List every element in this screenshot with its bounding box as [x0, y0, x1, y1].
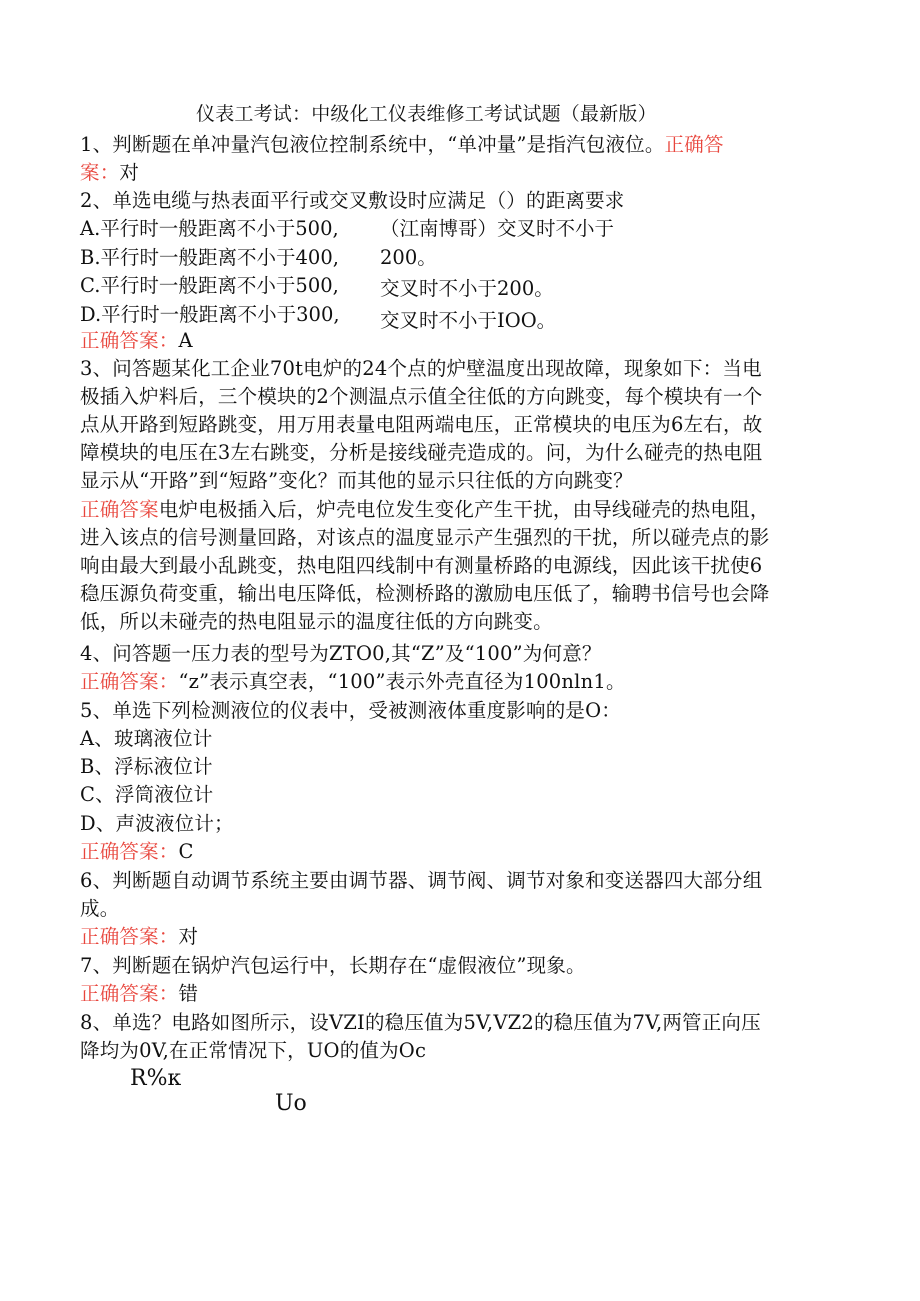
- q2-option-a-cont: （江南博哥）交叉时不小于: [380, 217, 615, 240]
- q5-option-d: D、声波液位计；: [80, 812, 234, 835]
- q3-answer-label: 正确答案: [80, 498, 159, 521]
- q6-line-2: 成。: [80, 897, 120, 920]
- q2-answer-line: [80, 327, 193, 355]
- q1-answer-label-part1: 正确答: [664, 133, 724, 156]
- q8-line-2: 降均为0V,在正常情况下，UO的值为Oc: [80, 1039, 427, 1062]
- q4-answer-line: [80, 668, 626, 696]
- q6-line-1: 6、判断题自动调节系统主要由调节器、调节阀、调节对象和变送器四大部分组: [80, 869, 763, 892]
- page-title: 仪表工考试：中级化工仪表维修工考试试题（最新版）: [196, 103, 657, 125]
- q7-text: 7、判断题在锅炉汽包运行中，长期存在“虚假液位”现象。: [80, 954, 586, 977]
- q5-answer-line: [80, 838, 194, 866]
- q5-answer-label: 正确答案：: [80, 840, 179, 863]
- q3-answer-line-3: 响由最大到最小乱跳变，热电阻四线制中有测量桥路的电源线，因此该干扰使6: [80, 554, 763, 577]
- q2-answer-label: 正确答案：: [80, 329, 179, 352]
- q1-answer-label-part2: 案：: [80, 161, 120, 184]
- q3-answer-line-5: 低，所以未碰壳的热电阻显示的温度往低的方向跳变。: [80, 610, 553, 633]
- q1-text: 1、判断题在单冲量汽包液位控制系统中，“单冲量”是指汽包液位。: [80, 133, 665, 156]
- q3-line-3: 点从开路到短路跳变，用万用表量电阻两端电压，正常模块的电压为6左右，故: [80, 413, 763, 436]
- q5-answer: C: [178, 840, 194, 863]
- q2-option-c: C.平行时一般距离不小于500,: [80, 274, 339, 297]
- q3-answer-text-1: 电炉电极插入后，炉壳电位发生变化产生干扰，由导线碰壳的热电阻，: [158, 498, 770, 521]
- q2-option-d: D.平行时一般距离不小于300,: [80, 303, 340, 326]
- q2-text: 2、单选电缆与热表面平行或交叉敷设时应满足（）的距离要求: [80, 189, 625, 212]
- q4-answer: “z”表示真空表，“100”表示外壳直径为100nln1。: [178, 670, 626, 693]
- q6-answer-line: [80, 923, 198, 951]
- q3-line-2: 极插入炉料后，三个模块的2个测温点示值全往低的方向跳变，每个模块有一个: [80, 385, 763, 408]
- q3-line-1: 3、问答题某化工企业70t电炉的24个点的炉壁温度出现故障，现象如下：当电: [80, 357, 762, 380]
- q1-answer: 对: [119, 161, 140, 184]
- q1-line: [80, 131, 724, 159]
- q5-option-c: C、浮筒液位计: [80, 783, 214, 806]
- q5-text: 5、单选下列检测液位的仪表中，受被测液体重度影响的是O：: [80, 699, 621, 722]
- q3-answer-line-1: [80, 496, 770, 524]
- q8-line-1: 8、单选？电路如图所示，设VZI的稳压值为5V,VZ2的稳压值为7V,两管正向压: [80, 1011, 761, 1034]
- q2-option-b: B.平行时一般距离不小于400,: [80, 246, 339, 269]
- q2-option-a: A.平行时一般距离不小于500,: [80, 217, 339, 240]
- q3-line-5: 显示从“开路”到“短路”变化？而其他的显示只往低的方向跳变？: [80, 469, 633, 492]
- q1-answer-line: [80, 159, 139, 187]
- q2-option-b-cont: 200。: [380, 246, 437, 269]
- circuit-label-uo: Uo: [275, 1091, 307, 1116]
- q7-answer: 错: [178, 982, 199, 1005]
- q6-answer: 对: [178, 925, 199, 948]
- q7-answer-line: [80, 980, 198, 1008]
- q2-option-d-cont: 交叉时不小于IOO。: [380, 309, 557, 332]
- q5-option-b: B、浮标液位计: [80, 755, 213, 778]
- q6-answer-label: 正确答案：: [80, 925, 179, 948]
- q5-option-a: A、玻璃液位计: [80, 727, 213, 750]
- q4-text: 4、问答题一压力表的型号为ZTO0,其“Z”及“100”为何意？: [80, 642, 602, 665]
- q3-line-4: 障模块的电压在3左右跳变，分析是接线碰壳造成的。问，为什么碰壳的热电阻: [80, 441, 763, 464]
- q3-answer-line-4: 稳压源负荷变重，输出电压降低，检测桥路的激励电压低了，输聘书信号也会降: [80, 582, 770, 605]
- q2-answer: A: [178, 329, 193, 352]
- q3-answer-line-2: 进入该点的信号测量回路，对该点的温度显示产生强烈的干扰，所以碰壳点的影: [80, 526, 770, 549]
- q7-answer-label: 正确答案：: [80, 982, 179, 1005]
- circuit-label-r: R%κ: [130, 1066, 182, 1091]
- q2-option-c-cont: 交叉时不小于200。: [380, 277, 554, 300]
- q4-answer-label: 正确答案：: [80, 670, 179, 693]
